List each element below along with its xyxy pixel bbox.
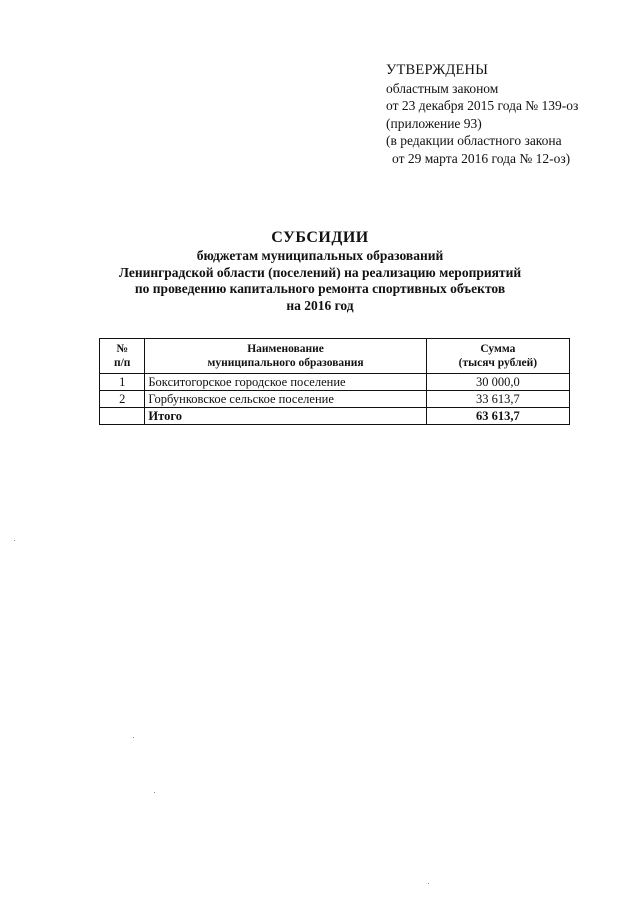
row-sum: 33 613,7 [426,391,569,408]
subsidies-table [99,338,570,425]
total-row [100,408,570,425]
title-line: бюджетам муниципальных образований [196,248,444,263]
table-header-row [100,339,570,374]
approval-stamp [386,62,626,167]
header-sum: Сумма (тысяч рублей) [426,339,569,374]
title-main: СУБСИДИИ [271,229,369,246]
title-line: Ленинградской области (поселений) на реализацию мероприятий [118,264,522,280]
approval-line: (приложение 93) [386,115,482,131]
row-name: Горбунковское сельское поселение [145,391,426,408]
total-label: Итого [145,408,426,425]
scan-speck [14,540,15,541]
title-line: на 2016 год [286,297,354,313]
header-name: Наименование муниципального образования [145,339,426,374]
scan-speck [133,737,134,738]
approval-line: (в редакции областного закона [386,133,562,148]
row-name: Бокситогорское городское поселение [145,374,426,391]
title-line: по проведению капитального ремонта спортивных объектов [134,281,506,296]
table-row [100,391,570,408]
header-num: № п/п [100,339,145,374]
total-num-empty [100,408,145,425]
row-num: 2 [100,391,145,408]
row-num: 1 [100,374,145,391]
scan-speck [428,883,429,884]
approval-line: от 23 декабря 2015 года № 139-оз [386,98,579,113]
document-title [60,228,580,314]
approval-line: от 29 марта 2016 года № 12-оз) [392,150,571,166]
approval-line: областным законом [386,80,499,96]
row-sum: 30 000,0 [426,374,569,391]
total-sum: 63 613,7 [426,408,569,425]
table-row [100,374,570,391]
scan-speck [154,792,155,793]
approval-heading: УТВЕРЖДЕНЫ [386,62,489,78]
